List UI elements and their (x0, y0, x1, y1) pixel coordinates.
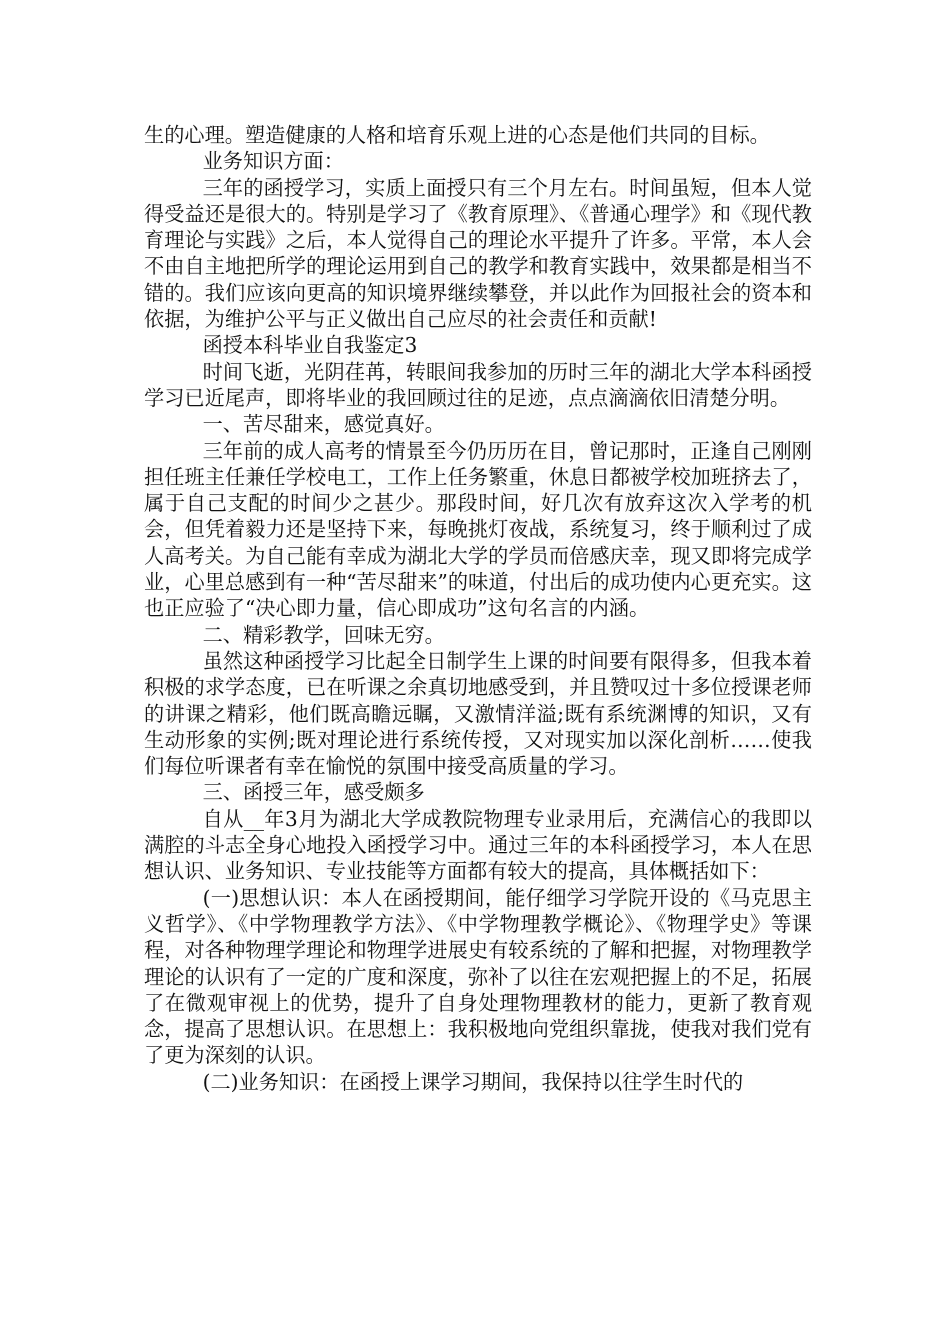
paragraph-body: 自从__年3月为湖北大学成教院物理专业录用后，充满信心的我即以满腔的斗志全身心地投入函授学习中。通过三年的本科函授学习，本人在思想认识、业务知识、专业技能等方面都有较大的提高，具体概括如下： (144, 806, 812, 884)
document-page (144, 122, 812, 1095)
paragraph-body: 三年前的成人高考的情景至今仍历历在目，曾记那时，正逢自己刚刚担任班主任兼任学校电工，工作上任务繁重，休息日都被学校加班挤去了，属于自己支配的时间少之甚少。那段时间，好几次有放弃这次入学考的机会，但凭着毅力还是坚持下来，每晚挑灯夜战，系统复习，终于顺利过了成人高考关。为自己能有幸成为湖北大学的学员而倍感庆幸，现又即将完成学业，心里总感到有一种“苦尽甜来”的味道，付出后的成功使内心更充实。这也正应验了“决心即力量，信心即成功”这句名言的内涵。 (144, 438, 812, 621)
paragraph-body: 虽然这种函授学习比起全日制学生上课的时间要有限得多，但我本着积极的求学态度，已在听课之余真切地感受到，并且赞叹过十多位授课老师的讲课之精彩，他们既高瞻远瞩，又激情洋溢;既有系统渊博的知识，又有生动形象的实例;既对理论进行系统传授，又对现实加以深化剖析……使我们每位听课者有幸在愉悦的氛围中接受高质量的学习。 (144, 648, 812, 779)
section-heading-3: 三、函授三年，感受颇多 (202, 780, 425, 805)
paragraph-continuation: 生的心理。塑造健康的人格和培育乐观上进的心态是他们共同的目标。 (144, 123, 770, 147)
section-heading-2: 二、精彩教学，回味无穷。 (202, 622, 445, 647)
paragraph-body: 时间飞逝，光阴荏苒，转眼间我参加的历时三年的湖北大学本科函授学习已近尾声，即将毕业的我回顾过往的足迹，点点滴滴依旧清楚分明。 (144, 359, 812, 410)
article-title: 函授本科毕业自我鉴定3 (202, 333, 418, 358)
paragraph-body: 三年的函授学习，实质上面授只有三个月左右。时间虽短，但本人觉得受益还是很大的。特别是学习了《教育原理》、《普通心理学》和《现代教育理论与实践》之后，本人觉得自己的理论水平提升了许多。平常，本人会不由自主地把所学的理论运用到自己的教学和教育实践中，效果都是相当不错的。我们应该向更高的知识境界继续攀登，并以此作为回报社会的资本和依据，为维护公平与正义做出自己应尽的社会责任和贡献! (144, 175, 812, 332)
section-heading-1: 一、苦尽甜来，感觉真好。 (202, 412, 445, 437)
paragraph-body: (二)业务知识：在函授上课学习期间，我保持以往学生时代的 (202, 1069, 744, 1094)
section-heading-business-knowledge: 业务知识方面： (202, 149, 344, 174)
paragraph-body: (一)思想认识：本人在函授期间，能仔细学习学院开设的《马克思主义哲学》、《中学物理教学方法》、《中学物理教学概论》、《物理学史》等课程，对各种物理学理论和物理学进展史有较系统的了解和把握，对物理教学理论的认识有了一定的广度和深度，弥补了以往在宏观把握上的不足，拓展了在微观审视上的优势，提升了自身处理物理教材的能力，更新了教育观念，提高了思想认识。在思想上：我积极地向党组织靠拢，使我对我们党有了更为深刻的认识。 (144, 885, 812, 1068)
